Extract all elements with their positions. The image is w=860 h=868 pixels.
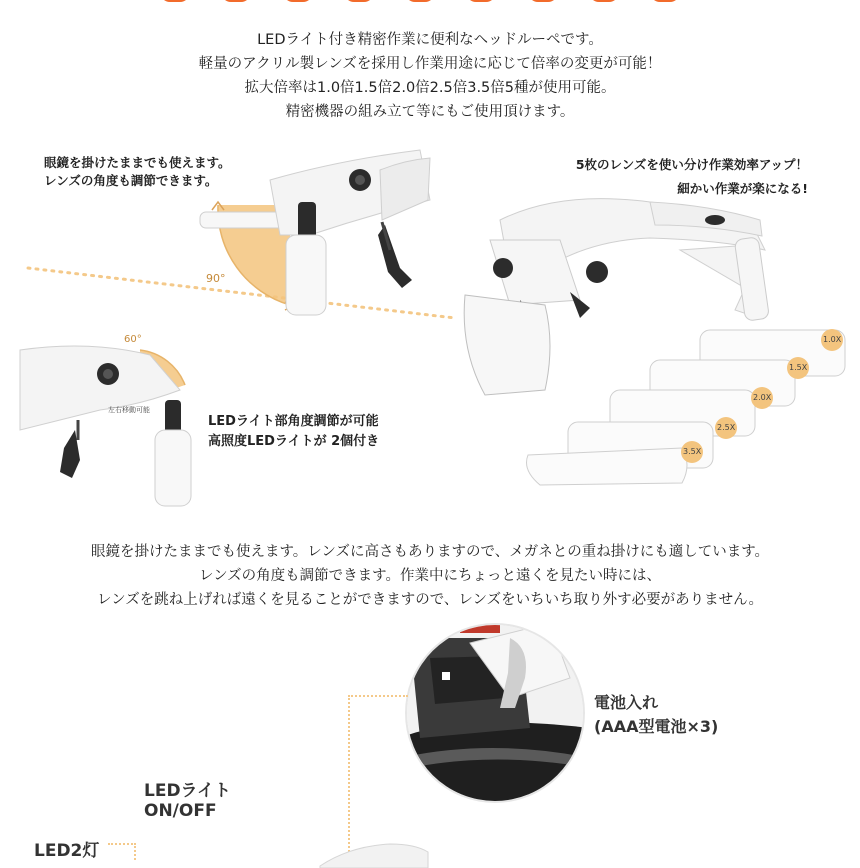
- description-line: レンズの角度も調節できます。作業中にちょっと遠くを見たい時には、: [198, 568, 662, 584]
- headset-lens-set-illustration: [450, 180, 850, 500]
- lens-label-2-0: 2.0X: [753, 393, 772, 402]
- description-line: 眼鏡を掛けたままでも使えます。レンズに高さもありますので、メガネとの重ね掛けにも適しています。: [90, 544, 770, 560]
- angle-90-label: 90°: [206, 272, 226, 285]
- note-line: 5枚のレンズを使い分け作業効率アップ！: [575, 157, 808, 172]
- note-line: 高照度LEDライトが 2個付き: [208, 434, 380, 449]
- led-count-label: LED2灯: [34, 841, 100, 861]
- led-switch-label: [144, 776, 231, 821]
- intro-line: 軽量のアクリル製レンズを採用し作業用途に応じて倍率の変更が可能！: [198, 56, 662, 72]
- note-line: 眼鏡を掛けたままでも使えます。: [44, 155, 231, 170]
- connector-line: [348, 695, 408, 697]
- led-switch-line: LEDライト: [144, 781, 232, 801]
- connector-line: [108, 843, 136, 845]
- lens-label-1-0: 1.0X: [823, 335, 842, 344]
- led-angle-illustration: [20, 330, 210, 510]
- battery-detail: (AAA型電池×3): [594, 717, 719, 736]
- note-line: レンズの角度も調節できます。: [44, 173, 218, 188]
- lens-label-2-5: 2.5X: [717, 423, 736, 432]
- battery-closeup-image: [400, 618, 590, 808]
- description-text: [0, 540, 860, 612]
- led-switch-line: ON/OFF: [144, 801, 217, 821]
- note-line: LEDライト部角度調節が可能: [208, 414, 379, 429]
- lens-label-1-5: 1.5X: [789, 363, 808, 372]
- battery-title: 電池入れ: [594, 693, 659, 712]
- pivot-label: 左右移動可能: [108, 406, 150, 414]
- intro-line: 精密機器の組み立て等にもご使用頂けます。: [285, 104, 575, 120]
- connector-line: [348, 695, 350, 860]
- intro-line: 拡大倍率は1.0倍1.5倍2.0倍2.5倍3.5倍5種が使用可能。: [244, 80, 616, 96]
- connector-line: [134, 843, 136, 860]
- headset-bottom-image: [310, 838, 430, 868]
- headset-flip-illustration: [190, 140, 450, 330]
- intro-line: LEDライト付き精密作業に便利なヘッドルーペです。: [257, 32, 603, 48]
- angle-60-label: 60°: [124, 334, 142, 345]
- description-line: レンズを跳ね上げれば遠くを見ることができますので、レンズをいちいち取り外す必要がありません。: [97, 592, 763, 608]
- note-line: 細かい作業が楽になる!: [677, 181, 808, 196]
- lens-label-3-5: 3.5X: [683, 447, 702, 456]
